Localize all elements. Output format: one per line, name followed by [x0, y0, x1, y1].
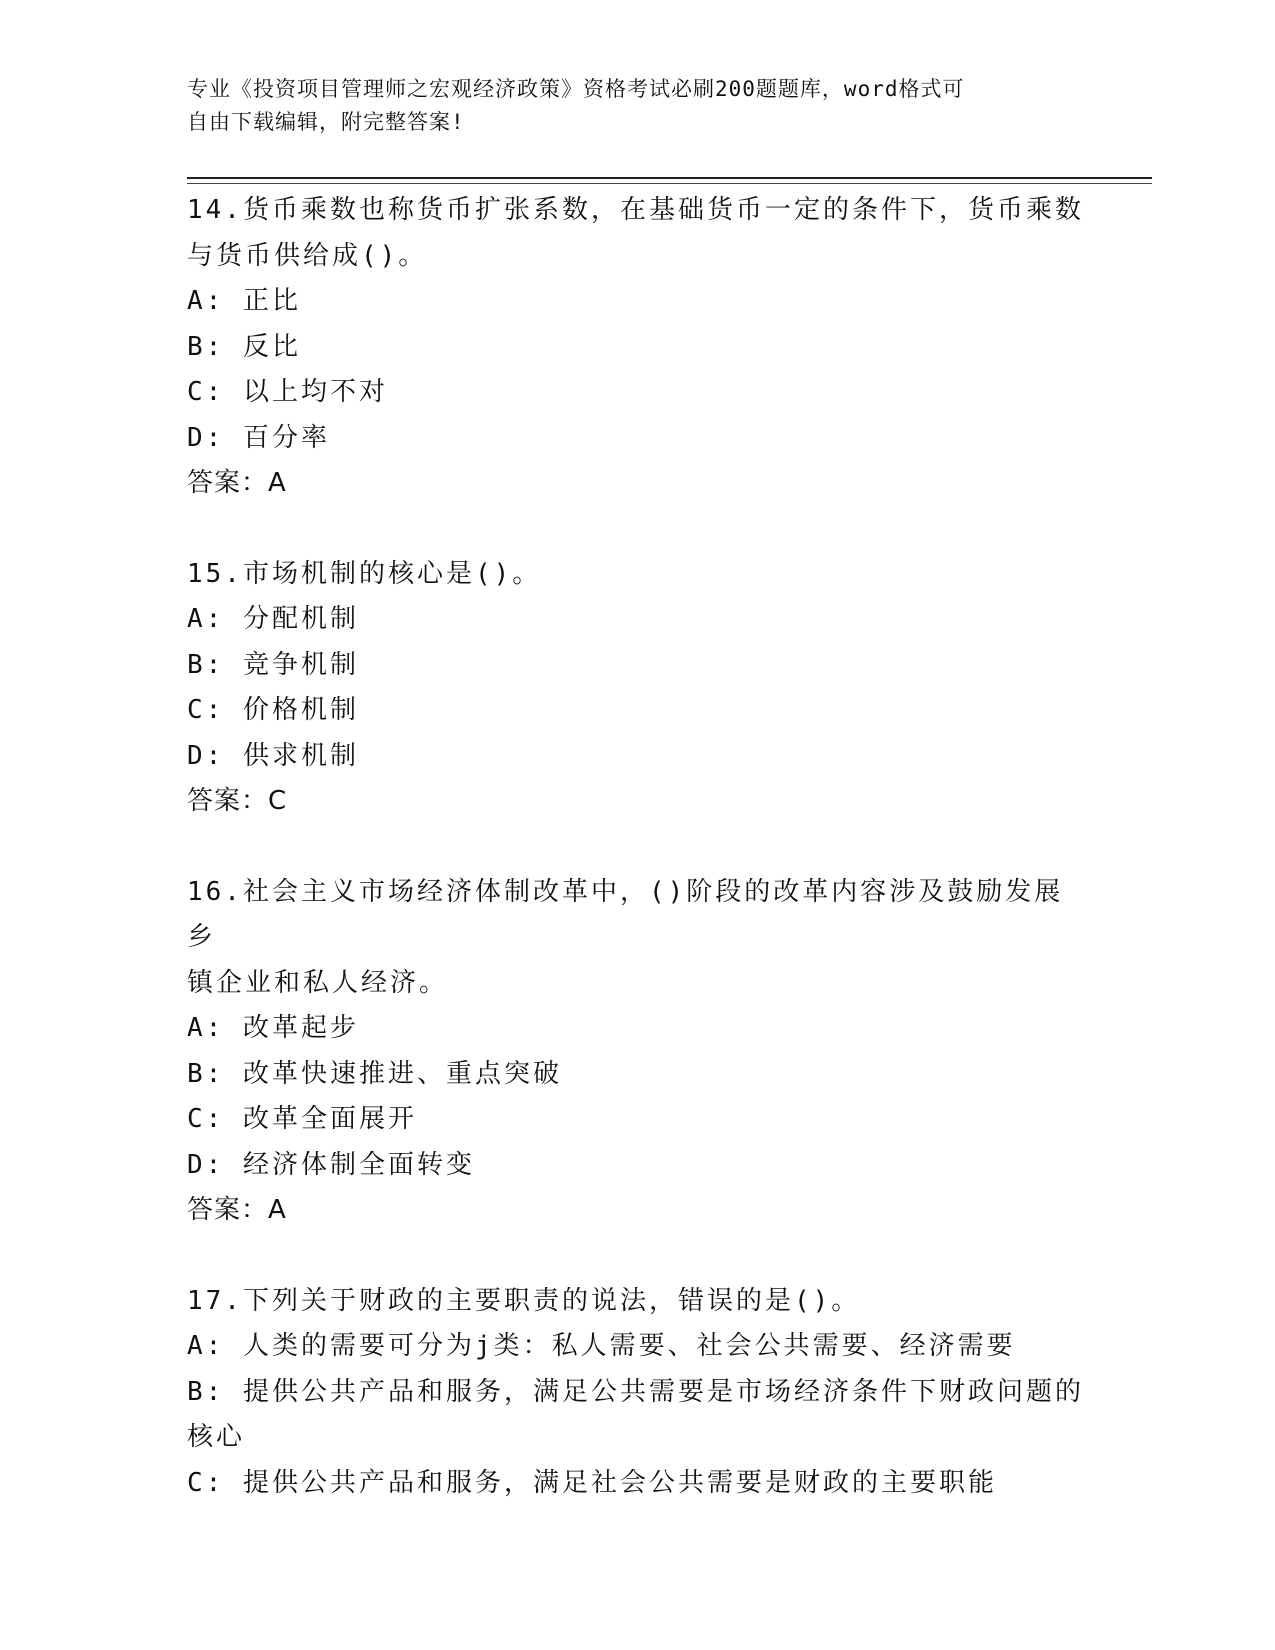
header-divider-thick [187, 177, 1152, 179]
option-b: B: 竞争机制 [187, 649, 359, 680]
question-stem-line: 17.下列关于财政的主要职责的说法，错误的是()。 [187, 1285, 861, 1316]
option-b: B: 反比 [187, 331, 301, 362]
document-header [187, 73, 1087, 139]
question-stem-line: 镇企业和私人经济。 [187, 967, 449, 998]
question-stem-line: 14.货币乘数也称货币扩张系数，在基础货币一定的条件下，货币乘数 [187, 195, 1084, 225]
option-b: B: 改革快速推进、重点突破 [187, 1058, 562, 1089]
question-stem-line: 16.社会主义市场经济体制改革中，()阶段的改革内容涉及鼓励发展乡 [187, 876, 1064, 952]
answer-line: 答案：A [187, 1195, 287, 1225]
option-c: C: 改革全面展开 [187, 1104, 417, 1134]
option-a: A: 人类的需要可分为j类：私人需要、社会公共需要、经济需要 [187, 1331, 1016, 1361]
header-divider-thin [187, 183, 1152, 184]
option-b-continued: 核心 [187, 1422, 246, 1452]
option-d: D: 百分率 [187, 422, 330, 453]
header-line-1: 专业《投资项目管理师之宏观经济政策》资格考试必刷200题题库，word格式可 [187, 77, 965, 101]
question-17 [187, 1279, 1087, 1507]
option-c: C: 价格机制 [187, 695, 359, 725]
option-d: D: 经济体制全面转变 [187, 1149, 475, 1180]
option-c: C: 提供公共产品和服务，满足社会公共需要是财政的主要职能 [187, 1467, 997, 1498]
option-c: C: 以上均不对 [187, 377, 388, 407]
header-line-2: 自由下载编辑，附完整答案! [187, 110, 465, 134]
question-16 [187, 870, 1087, 1234]
option-a: A: 改革起步 [187, 1013, 359, 1043]
answer-line: 答案：C [187, 786, 288, 816]
option-a: A: 正比 [187, 286, 301, 316]
option-d: D: 供求机制 [187, 740, 359, 771]
question-stem-line: 与货币供给成()。 [187, 240, 428, 271]
option-a: A: 分配机制 [187, 604, 359, 634]
question-list [187, 188, 1087, 1551]
question-14 [187, 188, 1087, 507]
question-stem-line: 15.市场机制的核心是()。 [187, 558, 542, 589]
question-15 [187, 552, 1087, 825]
answer-line: 答案：A [187, 468, 287, 498]
option-b: B: 提供公共产品和服务，满足公共需要是市场经济条件下财政问题的 [187, 1376, 1084, 1407]
